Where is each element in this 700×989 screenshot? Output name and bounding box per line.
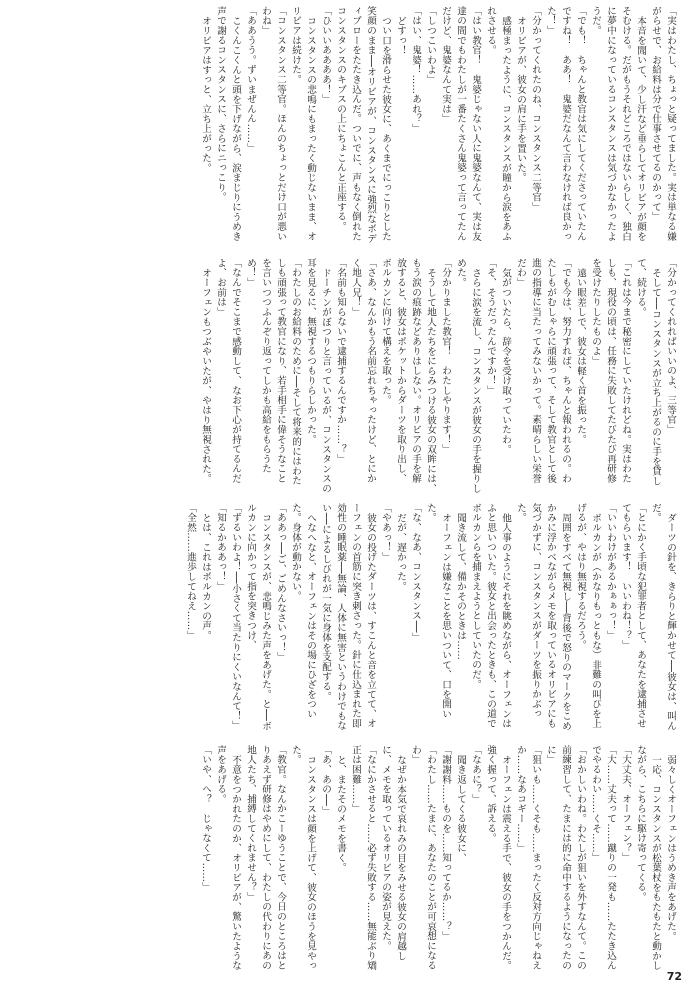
paragraph: 「教官。なんかこーゆうことで、今日のところはとりあえず研修はやめにして、わたしの代わりにあの地人たち、捕縛してくれません？」 [245, 745, 286, 971]
paragraph: 一応、コンスタンスが松葉杖をもたもたと動かしながら、こちらに駆け寄ってくる。 [635, 745, 661, 971]
paragraph: オリビアが、彼女の肩に手を置いた。 [515, 15, 526, 183]
paragraph: 不意をつかれたのか、オリビアが、驚いたような声をあげる。 [215, 745, 241, 971]
paragraph: 「分かりました教官！ わたしやります！」 [440, 258, 451, 454]
paragraph: 「な、なあ、コンスタンス──」 [410, 503, 421, 643]
paragraph: 「なあに？」 [470, 745, 481, 804]
paragraph: 「分かってくれたのね、コンスタンス二等官」 [530, 6, 541, 212]
paragraph: 「ずるいわよ！──小さくて当たりにくいなんて！」 [230, 503, 241, 731]
paragraph: 「コンスタンス二等官。ほんのちょっとだけ口が悪いわね」 [260, 6, 286, 242]
paragraph: 周囲をすべて無視し──背後で怒りのマークをこめかみに浮かべながらメモを取っているオリビアにも気づかずに、コンスタンスがダーツを振りかぶった。 [515, 503, 571, 731]
paragraph: 「大……丈夫って……蹴りの一発も……たたき込んでやるわい……くそ……」 [590, 745, 616, 971]
vertical-text-block [198, 6, 678, 246]
vertical-text-block [183, 503, 678, 735]
paragraph: こくんこくんと頭を下げながら、涙まじりにうめき声で謝るコンスタンスに、さらにニっこり。 [215, 6, 241, 241]
paragraph: 「分かってくれればいいのよ、三等官」 [665, 258, 676, 435]
paragraph: 「でも！ ちゃんと教官は気にしてくださっていたんですね！ ああ！ 鬼婆だなんて言わなければ良かった！」 [545, 6, 586, 242]
paragraph: 彼女の投げたダーツは、すこんと音を立てて、オーフェンの首筋に突き刺さった。針に仕込まれた即効性の睡眠薬──無論、人体に無害というわけでもない──によるしびれが一気に身体を支配する。 [320, 503, 376, 731]
paragraph: 「はい教官！ 鬼婆じゃない人に鬼婆なんて、実は友達の間でもわたしが一番たくさん鬼婆って言ってたんだけど、鬼婆なんて実は」 [440, 6, 481, 242]
paragraph: コンスタンスが、悲鳴じみた声をあげた。と──ボルカンに向かって指を突きつけ、 [245, 503, 271, 731]
paragraph: 聞き流して、備かそのときは…… [455, 512, 466, 660]
paragraph: 「ああうう。ずいまぜんん……」 [245, 6, 256, 153]
paragraph: 「知るかああっ！」 [215, 503, 226, 592]
paragraph: 「わたしのお給料のために──そして将来的にはわたしも頑張って教官になり、若手相手に偉そうなことを言いつつふんぞり返ってしかも高給をもらうため！」 [245, 258, 301, 486]
paragraph: だが、遅かった。 [395, 512, 406, 591]
paragraph: 「わたし……たまに、あなたのことが可哀想になるわ」 [410, 745, 436, 971]
paragraph: 本音を聞いて、少し汗など垂らしてオリビアが顔をそむける。だがもうそれどころではないらしく、独白に夢中になっているコンスタンスは気づかなかったようだ。 [590, 6, 646, 242]
paragraph: ドーチンがぼつりと言っているが、コンスタンスの耳を見るに、無視するつもりらしかった。 [305, 258, 331, 493]
paragraph: 「ひいいああああ！」 [320, 6, 331, 104]
paragraph: 他人事のようにそれを眺めながら、オーフェンはふと思いついた。彼女と出会ったときも、この道でボルカンらを捕まえようとしていたのだ。 [470, 503, 511, 729]
vertical-text-block [198, 258, 678, 493]
paragraph: 「ああっ──ご、ごめんなさいっ！」 [275, 503, 286, 662]
paragraph: 「謝謝料……ものを……知ってるか……？」 [440, 745, 451, 941]
paragraph: そうして地人たちをにらみつける彼女の双眸には、もう涙の痕跡などありはしない。オリビアの手を解放すると、彼女はポケットからダーツを取り出し、ボルカンに向けて構えを取った。 [380, 258, 436, 493]
paragraph: 気がついたら、辞令を受け取っていたわ。 [500, 267, 511, 454]
paragraph: 「狙いも……くそも……まったく反対方向じゃねえか……なあコギー……」 [515, 745, 541, 971]
text-tier-4 [30, 745, 678, 971]
paragraph: 「実はわたし、ちょっと疑ってました。実は単なる嫌がらせで、お給料は分で仕事させてるのかって」 [650, 6, 676, 242]
paragraph: どすっ！ [395, 15, 406, 55]
paragraph: 「いや、へ？ じゃなくて……」 [200, 745, 211, 892]
paragraph: 「これは今まで秘密にしていたけれどね。実はわたしも、現役の頃は、任務に失敗してたびたび再研修を受けたりしたものよ」 [590, 258, 631, 484]
paragraph: とは、これはボルカンの声。 [200, 512, 211, 640]
paragraph: 「名前も知らないで逮捕するんですか……？」 [335, 258, 346, 464]
paragraph: 「さあ、なんかもう名前忘れちゃったけど、とにかく地人兄！」 [350, 258, 376, 484]
paragraph: オーフェンもつぶやいたが、やはり無視された。 [200, 267, 211, 484]
paragraph: 「なんでそこまで感動して、なお下心が持てるんだよ、お前は」 [215, 258, 241, 484]
paragraph: 「全然……進歩してねえ……」 [185, 503, 196, 641]
paragraph: オーフェンは嫌なことを思いついて、口を開いた。 [425, 503, 451, 719]
text-tier-1 [30, 6, 678, 246]
paragraph: 「やあっ！」 [380, 503, 391, 562]
page-number: 72 [666, 970, 682, 983]
paragraph: 「いいわけがあるかぁぁっ！」 [605, 503, 616, 641]
paragraph: ダーツの針を、きらりと輝かせて──彼女は、叫んだ。 [650, 503, 676, 731]
paragraph: 「なにかさせると……必ず失敗する……無能ぶり矯正は困難……」 [350, 745, 376, 971]
paragraph: 感極まったように、コンスタンスが瞳から涙をあふれさせる。 [485, 6, 511, 241]
paragraph: そして──コンスタンスが立ち上がるのに手を貸して、続ける。 [635, 258, 661, 486]
paragraph: つい口を滑らせた彼女に、あくまでにっこりとした笑顔のまま──オリビアが、コンスタンスに強烈なボディブローをたたき込んだ。ついでに、声もなく倒れたコンスタンスのキブスの上にちょこんと正座する。 [335, 6, 391, 244]
paragraph: ボルカンが（かなりもっともな）非難の叫びを上げるが、やはり無視するだろう。 [575, 503, 601, 729]
paragraph: コンスタンスは顔を上げて、彼女のほうを見やった。 [290, 745, 316, 971]
paragraph: 「おかしいわね。わたしが狙いを外すなんて。この前練習して、たまには的に命中するようになったのに」 [545, 745, 586, 971]
paragraph: 「はい、鬼婆！……あれ？」 [410, 6, 421, 134]
text-tier-3 [30, 503, 678, 735]
paragraph: なぜか本気で哀れみの目をみせる彼女の肩越しに、メモを取っているオリビアの姿が見えた。 [380, 745, 406, 961]
paragraph: 「大丈夫、オーフェン？」 [620, 745, 631, 863]
paragraph: 「しつこいわよ」 [425, 6, 436, 85]
vertical-text-block [198, 745, 678, 971]
paragraph: コンスタンスの悲鳴にもまったく動じないまま、オリビアは続けた。 [290, 6, 316, 241]
paragraph: 「とにかく手頃な犯罪者として、あなたを逮捕させてもらいます！ いいわね！？」 [620, 503, 646, 729]
paragraph: オーフェンは震える手で、彼女の手をつかんだ。強く握って、訴える。 [485, 745, 511, 971]
paragraph: 「あ、あの──」 [320, 745, 331, 816]
paragraph: と、またそのメモを書く。 [335, 754, 346, 873]
text-tier-2 [30, 258, 678, 493]
paragraph: さらに涙を流し、コンスタンスが彼女の手を握りしめた。 [455, 258, 481, 493]
paragraph: 遠い眼差しで、彼女は軽く首を振った。 [575, 267, 586, 444]
paragraph: 「そ、そうだったんですか！」 [485, 258, 496, 396]
paragraph: 「でも今は、努力すれば、ちゃんと報われるの。わたしもがむしゃらに頑張って、そして教官として後進の指導に当たってみないかって。素晴らしい栄誉だわ」 [515, 258, 571, 484]
paragraph: オリビアはすっと、立ち上がった。 [200, 15, 211, 173]
paragraph: 聞き返してくる彼女に、 [455, 754, 466, 863]
paragraph: へなへなと、オーフェンはその場にひざをついた。身体が動かない。 [290, 503, 316, 719]
paragraph: 弱々しくオーフェンはうめき声をあげた。 [665, 754, 676, 941]
